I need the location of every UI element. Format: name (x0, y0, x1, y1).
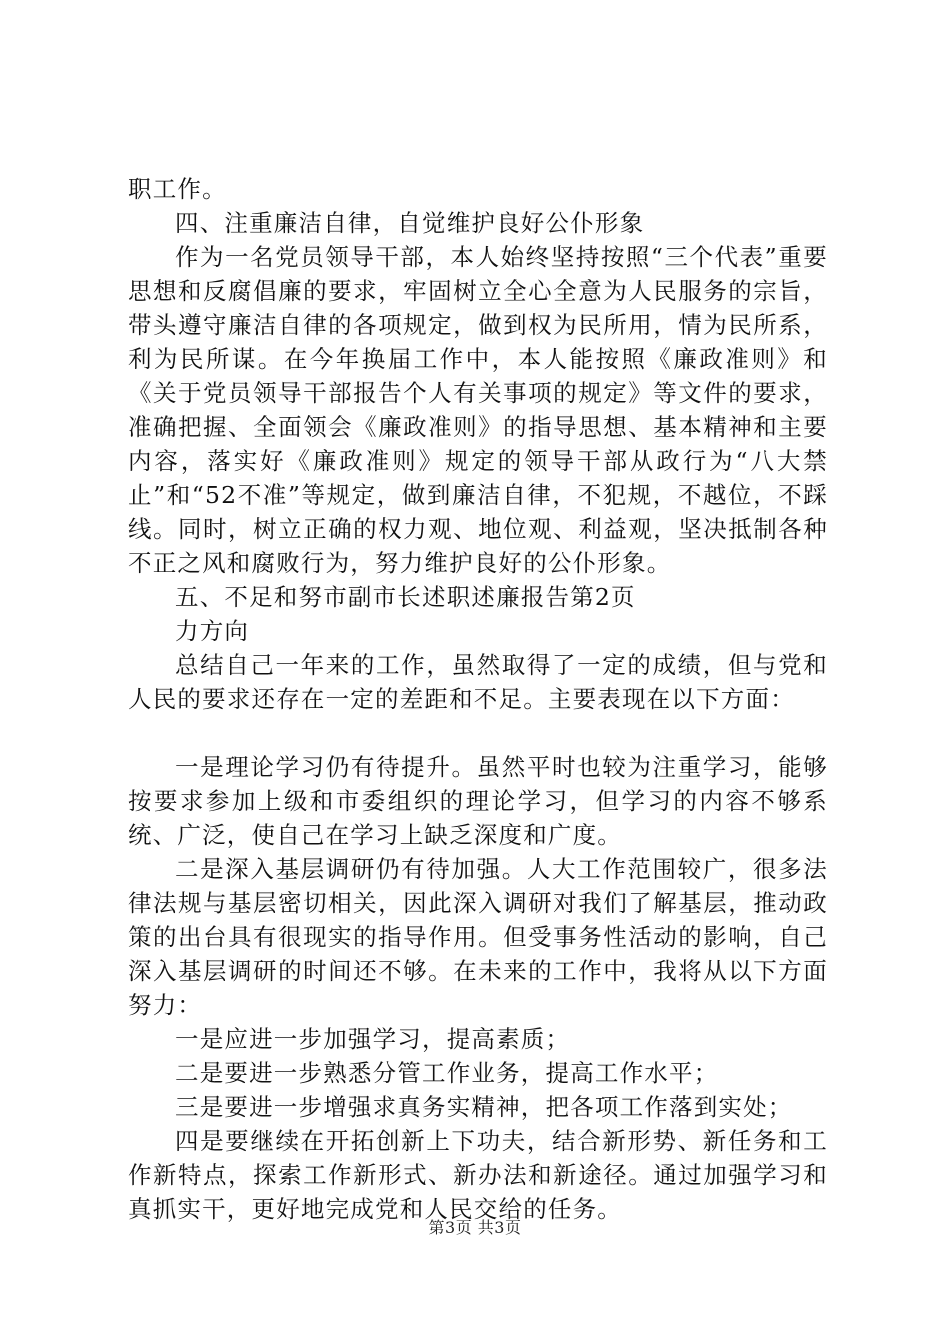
document-body (128, 172, 828, 1226)
paragraph: 二是深入基层调研仍有待加强。人大工作范围较广，很多法律法规与基层密切相关，因此深入调研对我们了解基层，推动政策的出台具有很现实的指导作用。但受事务性活动的影响，自己深入基层调研的时间还不够。在未来的工作中，我将从以下方面努力： (128, 855, 828, 1019)
section-heading: 五、不足和努市副市长述职述廉报告第2页 (175, 583, 636, 611)
section-heading-continuation: 力方向 (175, 617, 250, 645)
paragraph: 总结自己一年来的工作，虽然取得了一定的成绩，但与党和人民的要求还存在一定的差距和不足。主要表现在以下方面： (128, 651, 828, 713)
paragraph: 作为一名党员领导干部，本人始终坚持按照“三个代表”重要思想和反腐倡廉的要求，牢固树立全心全意为人民服务的宗旨，带头遵守廉洁自律的各项规定，做到权为民所用，情为民所系，利为民所谋。在今年换届工作中，本人能按照《廉政准则》和《关于党员领导干部报告个人有关事项的规定》等文件的要求，准确把握、全面领会《廉政准则》的指导思想、基本精神和主要内容，落实好《廉政准则》规定的领导干部从政行为“八大禁止”和“52不准”等规定，做到廉洁自律，不犯规，不越位，不踩线。同时，树立正确的权力观、地位观、利益观，坚决抵制各种不正之风和腐败行为，努力维护良好的公仆形象。 (128, 243, 828, 577)
list-item: 一是应进一步加强学习，提高素质； (175, 1025, 571, 1053)
paragraph: 职工作。 (128, 175, 227, 203)
paragraph: 一是理论学习仍有待提升。虽然平时也较为注重学习，能够按要求参加上级和市委组织的理论学习，但学习的内容不够系统、广泛，使自己在学习上缺乏深度和广度。 (128, 753, 828, 849)
list-item: 二是要进一步熟悉分管工作业务，提高工作水平； (175, 1059, 719, 1087)
blank-line (128, 716, 828, 750)
list-item: 四是要继续在开拓创新上下功夫，结合新形势、新任务和工作新特点，探索工作新形式、新办法和新途径。通过加强学习和真抓实干，更好地完成党和人民交给的任务。 (128, 1127, 828, 1223)
section-heading: 四、注重廉洁自律，自觉维护良好公仆形象 (175, 209, 645, 237)
list-item: 三是要进一步增强求真务实精神，把各项工作落到实处； (175, 1093, 793, 1121)
page-footer: 第3页 共3页 (428, 1218, 522, 1237)
